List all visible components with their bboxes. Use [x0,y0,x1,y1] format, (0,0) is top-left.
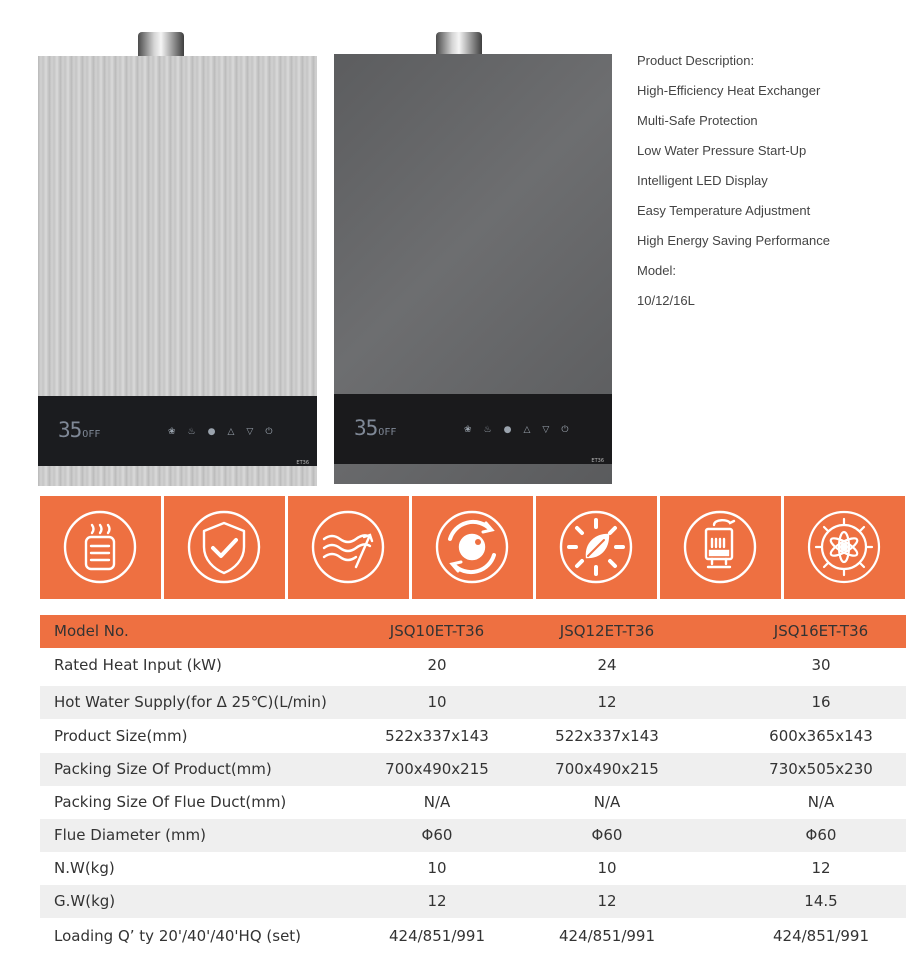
header-cell: JSQ12ET-T36 [559,622,655,640]
table-header-row [40,615,906,648]
table-row [40,720,906,753]
feature-line: High-Efficiency Heat Exchanger [637,83,821,98]
description-heading: Product Description: [637,53,755,68]
shower-icon: ♨ [483,425,492,435]
table-cell: 10 [427,693,447,711]
shield-check-icon [182,505,266,589]
table-cell: N/A [593,793,621,811]
header-cell: JSQ10ET-T36 [389,622,485,640]
up-arrow-icon: △ [227,427,235,437]
down-arrow-icon: ▽ [542,425,550,435]
table-row [40,753,906,786]
table-cell: 424/851/991 [559,927,655,945]
table-cell: 30 [811,656,831,674]
mode-icon: ● [503,425,512,435]
product-description [637,50,907,320]
row-label: N.W(kg) [54,859,115,877]
feature-line: High Energy Saving Performance [637,233,830,248]
table-cell: 522x337x143 [555,727,659,745]
table-cell: 12 [597,892,617,910]
power-icon: ⏻ [561,425,569,435]
table-cell: 700x490x215 [555,760,659,778]
row-label: Flue Diameter (mm) [54,826,207,844]
table-cell: N/A [423,793,451,811]
table-cell: 14.5 [804,892,838,910]
product-image-silver [38,32,317,486]
shower-icon: ♨ [187,427,196,437]
table-row [40,649,906,682]
feature-tile [412,496,533,599]
header-cell: JSQ16ET-T36 [773,622,869,640]
display-state: OFF [82,429,101,440]
rotating-arrows-knob-icon [430,505,514,589]
model-value: 10/12/16L [637,293,695,308]
feature-tile [40,496,161,599]
table-cell: 424/851/991 [773,927,869,945]
table-cell: 10 [427,859,447,877]
table-cell: Φ60 [421,826,453,844]
table-cell: Φ60 [591,826,623,844]
row-label: Packing Size Of Product(mm) [54,760,272,778]
header-cell: Model No. [54,622,129,640]
feature-icon-strip [40,496,906,599]
model-label: Model: [637,263,677,278]
temperature-display [58,418,100,442]
row-label: Rated Heat Input (kW) [54,656,222,674]
fan-icon: ❀ [464,425,472,435]
table-cell: 600x365x143 [769,727,873,745]
table-cell: 700x490x215 [385,760,489,778]
feature-tile [164,496,285,599]
down-arrow-icon: ▽ [246,427,254,437]
power-icon: ⏻ [265,427,273,437]
display-temp: 35 [354,416,378,440]
table-cell: 12 [597,693,617,711]
panel-model-tag: ET36 [296,460,309,466]
feature-tile [288,496,409,599]
table-cell: 12 [427,892,447,910]
table-cell: 424/851/991 [389,927,485,945]
table-row [40,819,906,852]
fan-icon: ❀ [168,427,176,437]
flue-pipe [436,32,482,56]
panel-buttons [168,427,272,437]
energy-saving-leaf-icon [554,505,638,589]
low-pressure-wave-icon [306,505,390,589]
mode-icon: ● [207,427,216,437]
heater-device-icon [678,505,762,589]
up-arrow-icon: △ [523,425,531,435]
table-cell: 522x337x143 [385,727,489,745]
feature-tile [660,496,781,599]
table-cell: Φ60 [805,826,837,844]
display-state: OFF [378,427,397,438]
feature-tile [536,496,657,599]
panel-buttons [464,425,568,435]
row-label: Hot Water Supply(for Δ 25℃)(L/min) [54,693,327,711]
table-cell: 20 [427,656,447,674]
row-label: Product Size(mm) [54,727,188,745]
table-cell: 12 [811,859,831,877]
row-label: Packing Size Of Flue Duct(mm) [54,793,287,811]
table-row [40,852,906,885]
display-temp: 35 [58,418,82,442]
feature-line: Low Water Pressure Start-Up [637,143,807,158]
table-cell: 730x505x230 [769,760,873,778]
table-row [40,920,906,953]
table-row [40,786,906,819]
sun-flame-icon [802,505,886,589]
flue-pipe [138,32,184,56]
table-cell: 10 [597,859,617,877]
feature-line: Multi-Safe Protection [637,113,758,128]
row-label: G.W(kg) [54,892,116,910]
table-row [40,885,906,918]
table-row [40,686,906,719]
feature-line: Intelligent LED Display [637,173,768,188]
temperature-display [354,416,396,440]
table-cell: N/A [807,793,835,811]
panel-model-tag: ET36 [591,458,604,464]
table-cell: 24 [597,656,617,674]
feature-tile [784,496,905,599]
row-label: Loading Q’ ty 20'/40'/40'HQ (set) [54,927,302,945]
table-cell: 16 [811,693,831,711]
feature-line: Easy Temperature Adjustment [637,203,811,218]
product-image-gray [334,32,612,484]
heat-exchanger-icon [58,505,142,589]
